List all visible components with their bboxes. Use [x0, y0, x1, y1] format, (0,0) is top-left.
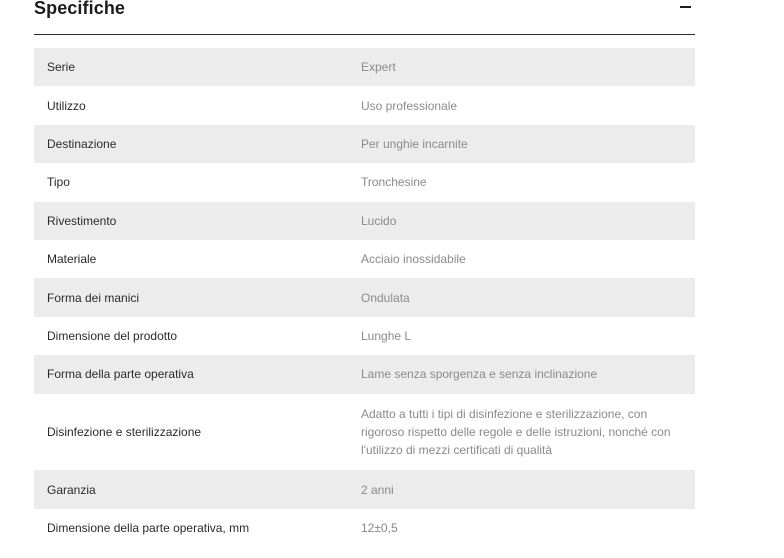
- spec-label: Tipo: [47, 175, 70, 190]
- spec-row-forma-parte-operativa: [34, 355, 695, 393]
- spec-value: Ondulata: [361, 290, 410, 305]
- spec-value: 12±0,5: [361, 520, 398, 535]
- spec-value: 2 anni: [361, 482, 394, 497]
- spec-value: Expert: [361, 60, 396, 75]
- spec-value: Acciaio inossidabile: [361, 252, 466, 267]
- spec-label: Forma dei manici: [47, 290, 140, 305]
- spec-label: Rivestimento: [47, 213, 117, 228]
- spec-row-materiale: [34, 240, 695, 278]
- spec-row-destinazione: [34, 125, 695, 163]
- spec-row-forma-manici: [34, 278, 695, 316]
- spec-label: Destinazione: [47, 136, 117, 151]
- spec-label: Serie: [47, 60, 76, 75]
- collapse-toggle-button[interactable]: [677, 0, 695, 18]
- spec-row-garanzia: [34, 470, 695, 508]
- spec-label: Garanzia: [47, 482, 96, 497]
- spec-label: Forma della parte operativa: [47, 367, 194, 382]
- spec-row-disinfezione: [34, 394, 695, 471]
- spec-value: Adatto a tutti i tipi di disinfezione e sterilizzazione, con rigoroso rispetto delle regole e delle istruzioni, nonché con l'utilizzo di mezzi certificati di qualità: [361, 406, 671, 457]
- spec-label: Disinfezione e sterilizzazione: [47, 424, 202, 439]
- spec-row-dimensione-parte-operativa: [34, 509, 695, 547]
- minus-icon: [680, 6, 691, 8]
- specs-header: [34, 0, 695, 35]
- spec-value: Uso professionale: [361, 98, 458, 113]
- spec-row-utilizzo: [34, 86, 695, 124]
- spec-row-rivestimento: [34, 202, 695, 240]
- spec-label: Dimensione della parte operativa, mm: [47, 520, 250, 535]
- section-title: Specifiche: [34, 0, 126, 18]
- spec-row-serie: [34, 48, 695, 86]
- spec-value: Lame senza sporgenza e senza inclinazione: [361, 367, 598, 382]
- specs-table: [34, 48, 695, 547]
- spec-value: Per unghie incarnite: [361, 136, 468, 151]
- spec-value: Lucido: [361, 213, 397, 228]
- spec-value: Tronchesine: [361, 175, 427, 190]
- spec-label: Dimensione del prodotto: [47, 328, 178, 343]
- spec-label: Materiale: [47, 252, 97, 267]
- spec-row-tipo: [34, 163, 695, 201]
- spec-row-dimensione-prodotto: [34, 317, 695, 355]
- spec-value: Lunghe L: [361, 328, 412, 343]
- spec-label: Utilizzo: [47, 98, 86, 113]
